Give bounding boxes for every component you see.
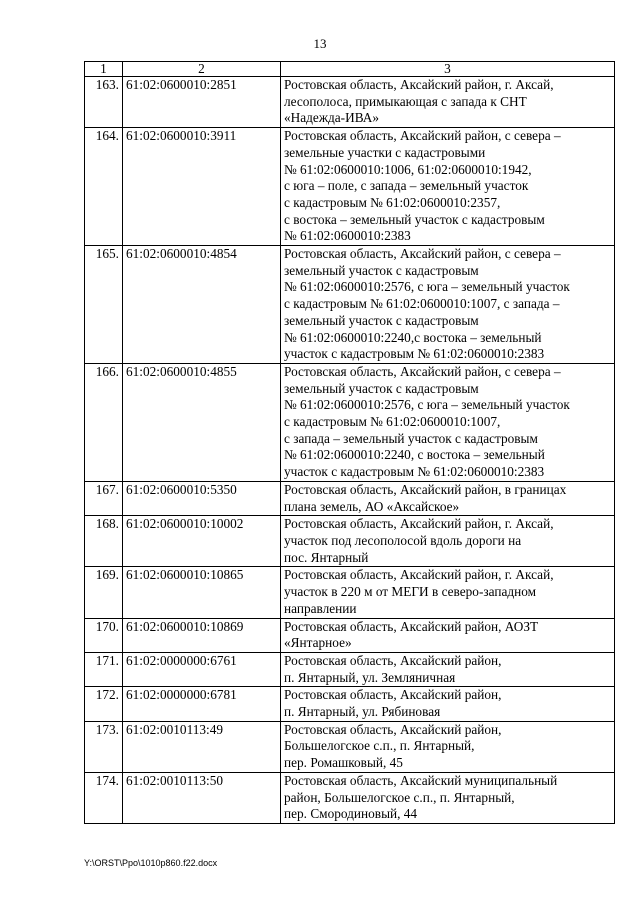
table-row xyxy=(85,772,615,823)
row-number: 169. xyxy=(85,567,123,618)
table-row xyxy=(85,721,615,772)
table-header-row xyxy=(85,62,615,77)
table-row xyxy=(85,128,615,246)
location-description: Ростовская область, Аксайский район, г. Аксай, участок под лесополосой вдоль дороги на пос. Янтарный xyxy=(281,516,615,567)
row-number: 173. xyxy=(85,721,123,772)
location-description: Ростовская область, Аксайский район, п. Янтарный, ул. Земляничная xyxy=(281,652,615,686)
cadastral-number: 61:02:0000000:6781 xyxy=(123,687,281,721)
table-row xyxy=(85,567,615,618)
cadastral-number: 61:02:0600010:3911 xyxy=(123,128,281,246)
location-description: Ростовская область, Аксайский район, с севера – земельные участки с кадастровыми № 61:02:0600010:1006, 61:02:0600010:1942, с юга – поле, с запада – земельный участок с кадастровым № 61:02:0600010:2357, с востока – земельный участок с кадастровым № 61:02:0600010:2383 xyxy=(281,128,615,246)
row-number: 166. xyxy=(85,363,123,481)
row-number: 171. xyxy=(85,652,123,686)
cadastral-number: 61:02:0600010:10865 xyxy=(123,567,281,618)
cadastral-number: 61:02:0600010:4855 xyxy=(123,363,281,481)
row-number: 163. xyxy=(85,77,123,128)
cadastral-number: 61:02:0010113:49 xyxy=(123,721,281,772)
column-header-1: 1 xyxy=(85,62,123,77)
table-row xyxy=(85,77,615,128)
table-row xyxy=(85,363,615,481)
file-path-footer: Y:\ORST\Ppo\1010p860.f22.docx xyxy=(84,858,218,868)
location-description: Ростовская область, Аксайский муниципальный район, Большелогское с.п., п. Янтарный, пер. Смородиновый, 44 xyxy=(281,772,615,823)
row-number: 165. xyxy=(85,246,123,364)
location-description: Ростовская область, Аксайский район, Большелогское с.п., п. Янтарный, пер. Ромашковый, 45 xyxy=(281,721,615,772)
table-row xyxy=(85,481,615,515)
column-header-2: 2 xyxy=(123,62,281,77)
row-number: 170. xyxy=(85,618,123,652)
location-description: Ростовская область, Аксайский район, с севера – земельный участок с кадастровым № 61:02:0600010:2576, с юга – земельный участок с кадастровым № 61:02:0600010:1007, с запада – земельный участок с кадастровым № 61:02:0600010:2240, с востока – земельный участок с кадастровым № 61:02:0600010:2383 xyxy=(281,363,615,481)
row-number: 164. xyxy=(85,128,123,246)
cadastral-number: 61:02:0600010:4854 xyxy=(123,246,281,364)
row-number: 167. xyxy=(85,481,123,515)
page-number: 13 xyxy=(313,36,327,51)
row-number: 174. xyxy=(85,772,123,823)
row-number: 172. xyxy=(85,687,123,721)
cadastral-number: 61:02:0010113:50 xyxy=(123,772,281,823)
location-description: Ростовская область, Аксайский район, г. Аксай, участок в 220 м от МЕГИ в северо-западном направлении xyxy=(281,567,615,618)
location-description: Ростовская область, Аксайский район, АОЗТ «Янтарное» xyxy=(281,618,615,652)
table-row xyxy=(85,516,615,567)
location-description: Ростовская область, Аксайский район, в границах плана земель, АО «Аксайское» xyxy=(281,481,615,515)
cadastral-number: 61:02:0600010:10869 xyxy=(123,618,281,652)
table-row xyxy=(85,652,615,686)
registry-table xyxy=(84,61,615,824)
row-number: 168. xyxy=(85,516,123,567)
cadastral-number: 61:02:0600010:10002 xyxy=(123,516,281,567)
table-row xyxy=(85,687,615,721)
cadastral-number: 61:02:0600010:5350 xyxy=(123,481,281,515)
table-row xyxy=(85,246,615,364)
cadastral-number: 61:02:0600010:2851 xyxy=(123,77,281,128)
table-row xyxy=(85,618,615,652)
column-header-3: 3 xyxy=(281,62,615,77)
location-description: Ростовская область, Аксайский район, г. Аксай, лесополоса, примыкающая с запада к СНТ «Надежда-ИВА» xyxy=(281,77,615,128)
location-description: Ростовская область, Аксайский район, с севера – земельный участок с кадастровым № 61:02:0600010:2576, с юга – земельный участок с кадастровым № 61:02:0600010:1007, с запада – земельный участок с кадастровым № 61:02:0600010:2240,с востока – земельный участок с кадастровым № 61:02:0600010:2383 xyxy=(281,246,615,364)
cadastral-number: 61:02:0000000:6761 xyxy=(123,652,281,686)
location-description: Ростовская область, Аксайский район, п. Янтарный, ул. Рябиновая xyxy=(281,687,615,721)
